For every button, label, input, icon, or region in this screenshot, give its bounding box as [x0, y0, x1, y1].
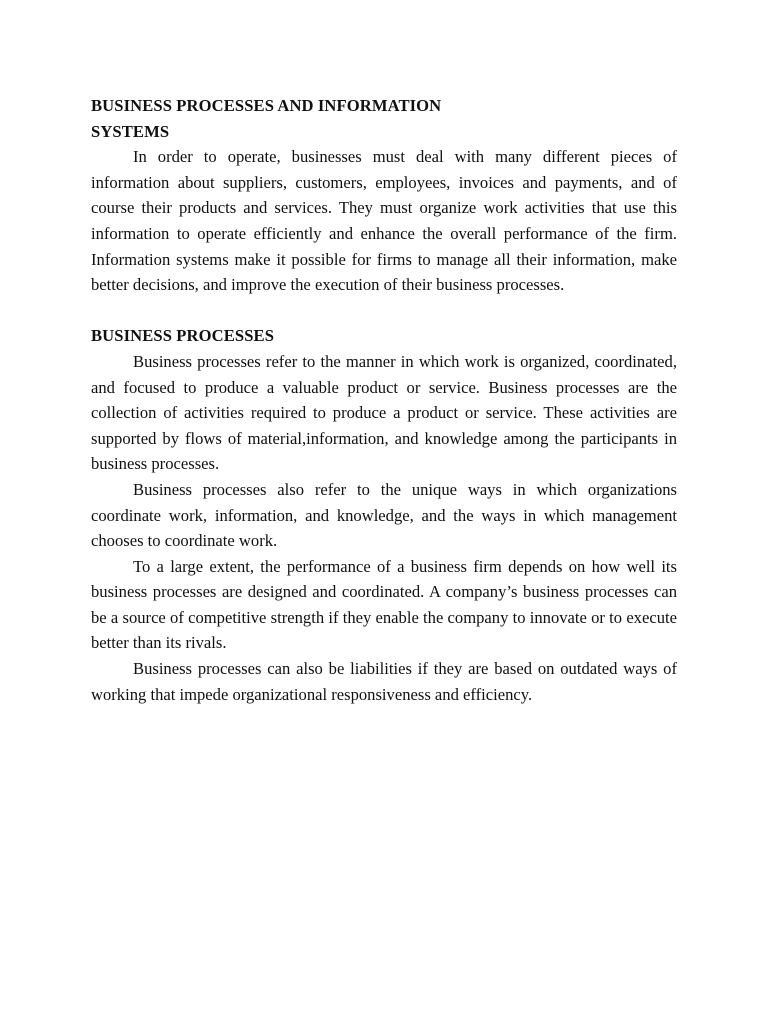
body-paragraph: Business processes can also be liabilities if they are based on outdated ways of working that impede organizational responsiveness and efficiency. [91, 659, 677, 704]
section-heading: BUSINESS PROCESSES [91, 326, 275, 346]
section-spacer [91, 298, 677, 324]
document-title-line-2: SYSTEMS [91, 121, 170, 141]
body-paragraph: Business processes also refer to the unique ways in which organizations coordinate work, information, and knowledge, and the ways in which management chooses to coordinate work. [91, 479, 677, 551]
body-paragraph: To a large extent, the performance of a business firm depends on how well its business processes are designed and coordinated. A company’s business processes can be a source of competitive strength if they enable the company to innovate or to execute better than its rivals. [91, 556, 677, 653]
document-title-line-1: BUSINESS PROCESSES AND INFORMATION [91, 96, 442, 115]
document-title [91, 93, 677, 144]
body-paragraph: Business processes refer to the manner in which work is organized, coordinated, and focused to produce a valuable product or service. Business processes are the collection of activities required to produce a product or service. These activities are supported by flows of material,information, and knowledge among the participants in business processes. [91, 351, 677, 474]
intro-paragraph: In order to operate, businesses must deal with many different pieces of information about suppliers, customers, employees, invoices and payments, and of course their products and services. They must organize work activities that use this information to operate efficiently and enhance the overall performance of the firm. Information systems make it possible for firms to manage all their information, make better decisions, and improve the execution of their business processes. [91, 147, 677, 295]
